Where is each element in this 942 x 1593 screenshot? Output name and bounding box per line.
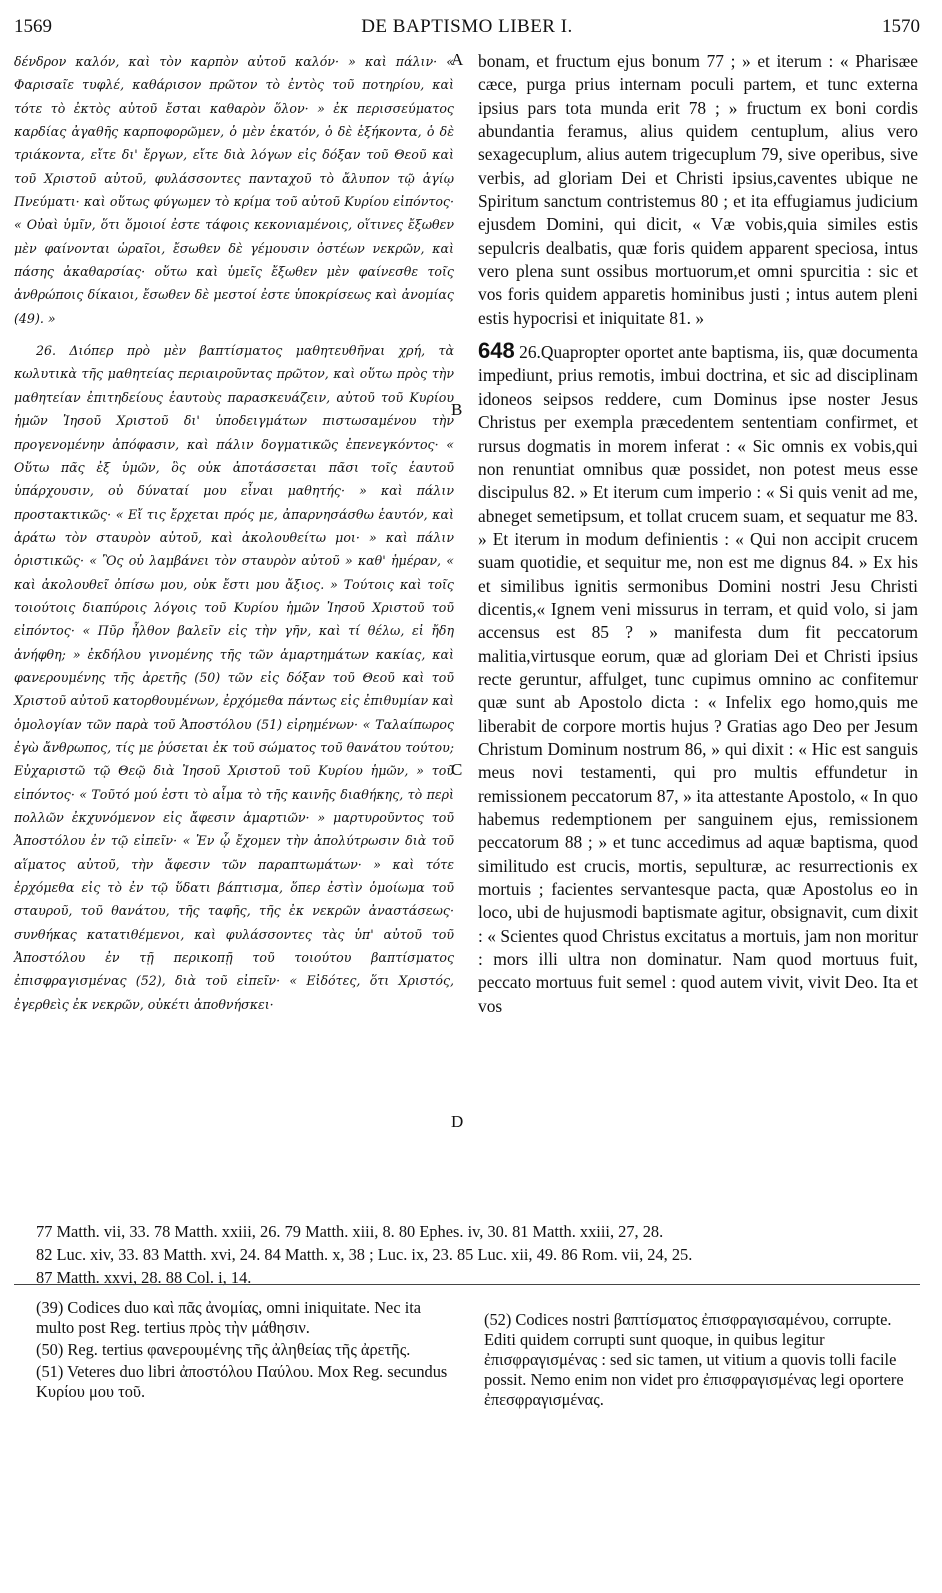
footnote-51: (51) Veteres duo libri ἀποστόλου Παύλου. Mox Reg. secundus Κυρίου μου τοῦ. bbox=[36, 1362, 448, 1401]
greek-column bbox=[14, 50, 454, 1016]
latin-paragraph-1: bonam, et fructum ejus bonum 77 ; » et iterum : « Pharisæe cæce, purga prius internam poculi partem, et tunc externa ipsius pars tota munda erit 78 ; » fructum ex boni cordis abundantia feramus, alius quidem centuplum, alius vero sexagecuplum, alius autem trigecuplum 79, sive operibus, sive verbis, ad gloriam Dei et Christi ipsius,caventes ubique ne Spiritum sanctum contristemus 80 ; et ita effugiamus judicium ejusdem Domini, qui dicit, « Væ vobis,quia similes estis sepulcris dealbatis, quæ foris quidem apparent speciosa, intus vero plena sunt ossibus mortuorum,et omni spurcitia : sic et vos foris quidem apparetis hominibus justi ; intus autem pleni estis hypocrisi et iniquitate 81. » bbox=[478, 51, 918, 328]
greek-paragraph-2: 26. Διόπερ πρὸ μὲν βαπτίσματος μαθητευθῆναι χρή, τὰ κωλυτικὰ τῆς μαθητείας περιαιροῦντας πρῶτον, καὶ οὕτω πρὸς τὴν μαθητείαν ἐπιτηδείους ἑαυτοὺς παρασκευάζειν, αὐτοῦ τοῦ Κυρίου ἡμῶν Ἰησοῦ Χριστοῦ δι' ὑποδειγμάτων πιστωσαμένου τὴν προγενομένην ἀπόφασιν, καὶ πάλιν δογματικῶς ἐπενεγκόντος· « Οὕτω πᾶς ἐξ ὑμῶν, ὃς οὐκ ἀποτάσσεται πᾶσι τοῖς ἑαυτοῦ ὑπάρχουσιν, οὐ δύναταί μου εἶναι μαθητής· » καὶ πάλιν προστακτικῶς· « Εἴ τις ἔρχεται πρός με, ἀπαρνησάσθω ἑαυτόν, καὶ ἀράτω τὸν σταυρὸν αὐτοῦ, καὶ ἀκολουθείτω μοι· » καὶ πάλιν ὁριστικῶς· « Ὃς οὐ λαμβάνει τὸν σταυρὸν αὐτοῦ » καθ' ἡμέραν, « καὶ ἀκολουθεῖ ὀπίσω μου, οὐκ ἔστι μου ἄξιος. » Τούτοις καὶ τοῖς τοιούτοις διαπύροις λόγοις τοῦ Κυρίου ἡμῶν Ἰησοῦ Χριστοῦ τοῦ εἰπόντος· « Πῦρ ἦλθον βαλεῖν εἰς τὴν γῆν, καὶ τί θέλω, εἰ ἤδη ἀνήφθη; » ἐκδήλου γινομένης τῆς τῶν ἁμαρτημάτων κακίας, καὶ φανερουμένης τῆς ἀρετῆς (50) τῶν εἰς δόξαν τοῦ Θεοῦ καὶ τοῦ Χριστοῦ αὐτοῦ κατορθουμένων, ἐρχόμεθα πάντως εἰς ἐπιθυμίαν καὶ ὁμολογίαν τῶν παρὰ τοῦ Ἀποστόλου (51) εἰρημένων· « Ταλαίπωρος ἐγὼ ἄνθρωπος, τίς με ῥύσεται ἐκ τοῦ σώματος τοῦ θανάτου τούτου; Εὐχαριστῶ τῷ Θεῷ διὰ Ἰησοῦ Χριστοῦ τοῦ Κυρίου ἡμῶν, » τοῦ εἰπόντος· « Τοῦτό μού ἐστι τὸ αἷμα τὸ τῆς καινῆς διαθήκης, τὸ περὶ πολλῶν ἐκχυνόμενον εἰς ἄφεσιν ἁμαρτιῶν· » μαρτυροῦντος τοῦ Ἀποστόλου ἐν τῷ εἰπεῖν· « Ἐν ᾧ ἔχομεν τὴν ἀπολύτρωσιν διὰ τοῦ αἵματος αὐτοῦ, τὴν ἄφεσιν τῶν παραπτωμάτων· » καὶ τότε ἐρχόμεθα εἰς τὸ ἐν τῷ ὕδατι βάπτισμα, ὅπερ ἐστὶν ὁμοίωμα τοῦ σταυροῦ, τοῦ θανάτου, τῆς ταφῆς, τῆς ἐκ νεκρῶν ἀναστάσεως· συνθήκας κατατιθέμενοι, καὶ φυλάσσοντες τὰς ὑπ' αὐτοῦ τοῦ Ἀποστόλου ἐν τῇ περικοπῇ τοῦ τοιούτου βαπτίσματος ἐπισφραγισμένας (52), διὰ τοῦ εἰπεῖν· « Εἰδότες, ὅτι Χριστός, ἐγερθεὶς ἐκ νεκρῶν, οὐκέτι ἀποθνήσκει· bbox=[14, 343, 454, 1012]
right-page-number: 1570 bbox=[882, 16, 920, 37]
margin-marker-c: C bbox=[451, 760, 463, 779]
margin-marker-d: D bbox=[451, 1112, 464, 1131]
scripture-references bbox=[36, 1220, 920, 1289]
footnote-divider bbox=[14, 1284, 920, 1285]
running-title: DE BAPTISMO LIBER I. bbox=[361, 16, 573, 37]
footnotes-left bbox=[36, 1298, 456, 1404]
left-page-number: 1569 bbox=[14, 16, 52, 37]
footnote-50: (50) Reg. tertius φανερουμένης τῆς ἀληθείας τῆς ἀρετῆς. bbox=[36, 1340, 411, 1359]
latin-paragraph-2-wrap bbox=[478, 339, 918, 1018]
footnote-52: (52) Codices nostri βαπτίσματος ἐπισφραγισαμένου, corrupte. Editi quidem corrupti sunt quoque, in quibus legitur ἐπισφραγισμένας : sed sic tamen, ut vitium a quovis tolli facile possit. Nemo enim non videt pro ἐπισφραγισμένας legi oportere ἐπεσφραγισμένας. bbox=[484, 1310, 904, 1409]
footnotes-right bbox=[484, 1310, 920, 1412]
latin-column bbox=[478, 50, 918, 1018]
latin-paragraph-2: 26.Quapropter oportet ante baptisma, iis, quæ documenta impediunt, prius remotis, imbui doctrina, et sic ad disciplinam idoneos seipsos reddere, cum Dominus ipse noster Jesus Christus per exempla præcedentem sententiam confirmet, et rursus dogmatis in morem inferat : « Sic omnis ex vobis,qui non renuntiat omnibus quæ possidet, non potest meus esse discipulus 82. » Et iterum cum imperio : « Si quis venit ad me, abneget semetipsum, et tollat crucem suam, et sequatur me 83. » Et iterum in modum definientis : « Qui non accipit crucem suam quotidie, et sequitur me, non est me dignus 84. » Ex his et similibus ignitis sermonibus Domini nostri Jesu Christi dicentis,« Ignem veni missurus in terram, et quid volo, si jam accensus est 85 ? » manifesta dum fit peccatorum malitia,virtusque eorum, quæ ad gloriam Dei et Christi ipsius recte geruntur, affulget, tunc cupimus omnino ac confitemur quæ sunt ab Apostolo dicta : « Infelix ego homo,quis me liberabit de corpore mortis hujus ? Gratias ago Deo per Jesum Christum Dominum nostrum 86, » qui dixit : « Hic est sanguis meus novi testamenti, qui pro multis effundetur in remissionem peccatorum 87, » ita attestante Apostolo, « In quo habemus redemptionem per sanguinem ejus, remissionem peccatorum 88 ; » et tunc accedimus ad aquæ baptisma, quod similitudo est crucis, mortis, sepulturæ, ac resurrectionis ex mortuis ; facientes servantesque pacta, quæ Apostolus eo in loco, ubi de hujusmodi baptismate agitur, obsignavit, cum dixit : « Scientes quod Christus excitatus a mortuis, jam non moritur : mors illi ultra non dominatur. Nam quod mortuus fuit, peccato mortuus fuit semel : quod autem vivit, vivit Deo. Ita et vos bbox=[478, 342, 918, 1016]
reference-line: 77 Matth. vii, 33. 78 Matth. xxiii, 26. 79 Matth. xiii, 8. 80 Ephes. iv, 30. 81 Matth. xxiii, 27, 28. bbox=[36, 1222, 664, 1241]
column-number: 648 bbox=[478, 338, 515, 364]
margin-marker-a: A bbox=[451, 50, 464, 69]
reference-line: 87 Matth. xxvi, 28. 88 Col. i, 14. bbox=[36, 1268, 252, 1287]
page-header bbox=[14, 16, 920, 42]
reference-line: 82 Luc. xiv, 33. 83 Matth. xvi, 24. 84 Matth. x, 38 ; Luc. ix, 23. 85 Luc. xii, 49. 86 Rom. vii, 24, 25. bbox=[36, 1245, 693, 1264]
greek-paragraph-1: δένδρον καλόν, καὶ τὸν καρπὸν αὐτοῦ καλόν· » καὶ πάλιν· « Φαρισαῖε τυφλέ, καθάρισον πρῶτον τὸ ἐντὸς τοῦ ποτηρίου, καὶ τότε τὸ ἐκτὸς αὐτοῦ ἔσται καθαρὸν ὅλον· » ἐκ περισσεύματος καρδίας ἀγαθῆς καρποφορῶμεν, ὁ μὲν ἑκατόν, ὁ δὲ ἑξήκοντα, ὁ δὲ τριάκοντα, εἴτε δι' ἔργων, εἴτε διὰ λόγων εἰς δόξαν τοῦ Θεοῦ καὶ τοῦ Χριστοῦ αὐτοῦ, φυλάσσοντες πανταχοῦ τὸ ἄλυπον τῷ ἁγίῳ Πνεύματι· καὶ οὕτως φύγωμεν τὸ κρίμα τοῦ αὐτοῦ Κυρίου εἰπόντος· « Οὐαὶ ὑμῖν, ὅτι ὅμοιοί ἐστε τάφοις κεκονιαμένοις, οἵτινες ἔξωθεν μὲν φαίνονται ὡραῖοι, ἔσωθεν δὲ γέμουσιν ὀστέων νεκρῶν, καὶ πάσης ἀκαθαρσίας· οὕτω καὶ ὑμεῖς ἔξωθεν μὲν φαίνεσθε τοῖς ἀνθρώποις δίκαιοι, ἔσωθεν δὲ μεστοί ἐστε ὑποκρίσεως καὶ ἀνομίας (49). » bbox=[14, 54, 454, 326]
margin-marker-b: B bbox=[451, 400, 463, 419]
footnote-49: (39) Codices duo καὶ πᾶς ἀνομίας, omni iniquitate. Nec ita multo post Reg. tertius πρὸς τὴν μάθησιν. bbox=[36, 1298, 422, 1337]
